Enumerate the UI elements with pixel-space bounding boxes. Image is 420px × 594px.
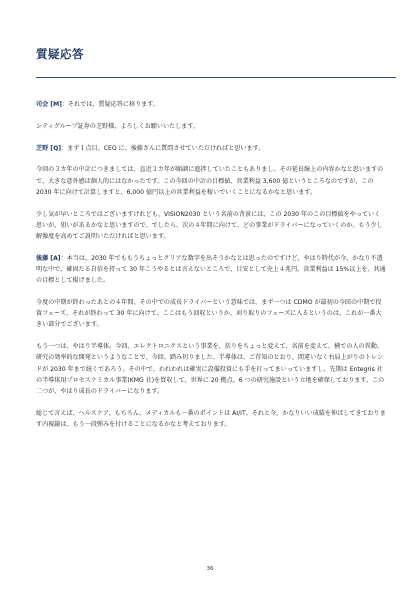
paragraph bbox=[36, 121, 386, 132]
paragraph-text: 総じて言えば、ヘルスケア、もちろん。メディカルも一番のポイントは AI/IT、それと今、かなりいい成績を伸ばしてきております内視鏡は、もう一段弾みを付けることになるかなと考えております。 bbox=[36, 409, 386, 429]
paragraph bbox=[36, 209, 386, 243]
paragraph bbox=[36, 164, 386, 198]
paragraph-text: ：それでは、質疑応答に移ります。 bbox=[61, 101, 159, 108]
section-title: 質疑応答 bbox=[36, 47, 84, 61]
paragraph bbox=[36, 341, 386, 397]
paragraph bbox=[36, 297, 386, 331]
paragraph bbox=[36, 143, 386, 154]
paragraph bbox=[36, 99, 386, 110]
speaker-label: 芝野 [Q] bbox=[36, 144, 62, 152]
paragraph-text: 今度の中期が終わったあとの４年間、その中での成長ドライバーという意味では、まず一つは CDMO が最初の今回の中期で投資フェーズ、それが終わって 30 年に向けて、ここはもう回収というか、刈り取りのフェーズに入るというのは、これが一番大きい部分でございます。 bbox=[36, 299, 382, 329]
speaker-label: 後藤 [A] bbox=[36, 254, 61, 262]
title-rule bbox=[36, 77, 396, 78]
paragraph bbox=[36, 253, 386, 287]
paragraph-text: ：まず１点目、CEO に、後藤さんに質問させていただければと思います。 bbox=[61, 144, 265, 152]
paragraph-text: もう一つは、やはり半導体。今回、エレクトロニクスという事業を、括りをちょっと変えて、名前を変えて、横での人の異動、研究の効率的な開発というようなことで、今回、踏み切りました。半導体は、ご存知のとおり、間違いなく右肩上がりのトレンドが 2030 年まで続くであろう。その中で、われわれは確実に設備投資にも手を打ってまいっていますし、先期は Entegris 社の半導体用プロセスケミカル事業(KMG 社)を買収して、世界に 20 拠点、6 つの研究施設という立地を確保しております。この二つが、やはり成長のドライバーになります。 bbox=[36, 343, 385, 396]
transcript-body bbox=[36, 99, 386, 441]
paragraph bbox=[36, 408, 386, 430]
paragraph-text: 今回の３カ年の中計につきましては、直近３カ年が順調に進捗していたこともありまし、その延長線上の内容かなと思いますので、大きな意外感は個人的にはなかったです。この今回の中計の目標値、営業利益 3,600 億というところなのですが、この 2030 年に向けて計算しますと、6,000 億円以上の営業利益を稼いでいくことになるかなと思います。 bbox=[36, 166, 384, 196]
page-number: 36 bbox=[206, 566, 214, 572]
paragraph-text: ：本当は、2030 年でももうちょっとクリアな数字を出そうかなとは思ったのですけど、やはり時代が今、かなり不透明な中で、確固たる自信を持って 30 年こうやるとは言えないところで、目安として売上４兆円、営業利益は 15%以上を、共通の目標として掲げました。 bbox=[36, 254, 386, 285]
paragraph-text: シティグループ証券の芝野様、よろしくお願いいたします。 bbox=[36, 122, 200, 130]
paragraph-text: 少し気が早いところではございますけれども、VISION2030 という名前の背景には、この 2030 年のこの目標値をやっていく思いが、狙いがあるかなと思いますので、でしたら、次の４年間に向けて、どの事業がドライバーになっていくのか。もう少し解像度を高めてご説明いただければと思います。 bbox=[36, 210, 383, 240]
speaker-label: 司会 [M] bbox=[36, 101, 62, 108]
